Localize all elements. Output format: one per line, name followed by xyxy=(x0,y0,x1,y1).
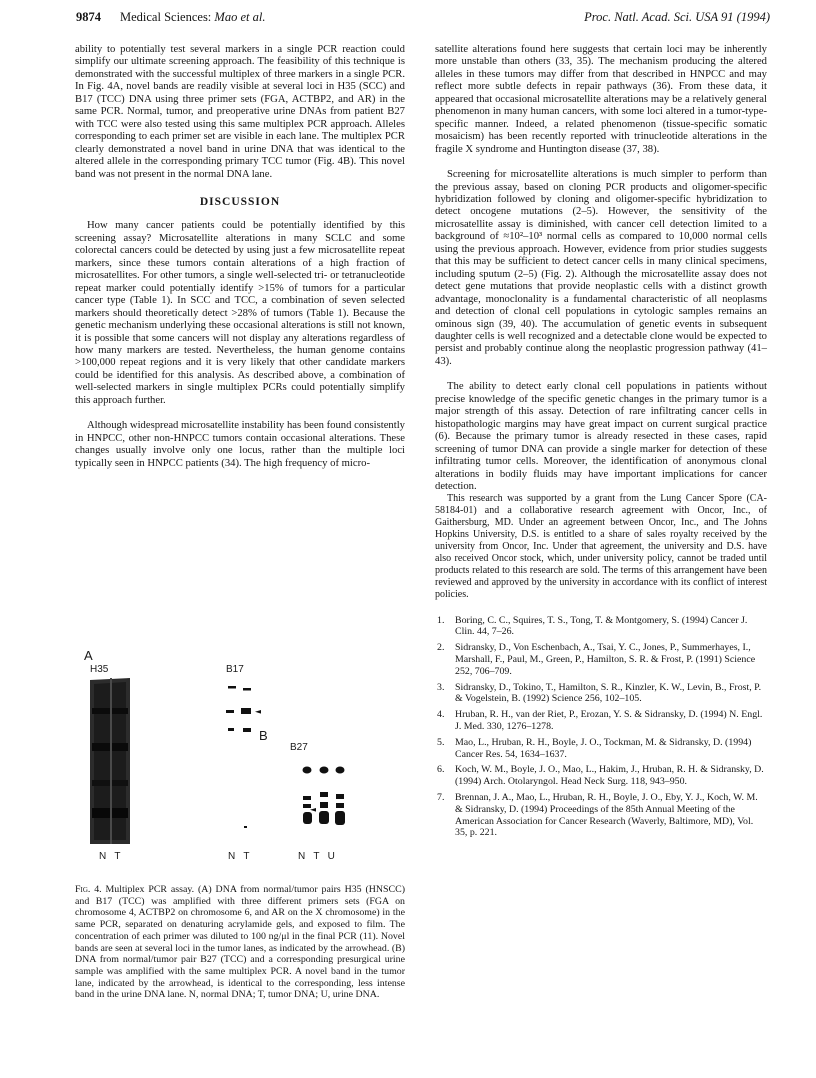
reference-item xyxy=(435,792,767,839)
running-head-left xyxy=(120,10,265,25)
running-authors: Mao et al. xyxy=(214,10,266,24)
reference-text: Koch, W. M., Boyle, J. O., Mao, L., Hakim, J., Hruban, R. H. & Sidransky, D. (1994) Arch. Otolaryngol. Head Neck Surg. 118, 943–950. xyxy=(455,764,764,788)
figure-caption xyxy=(75,884,405,1001)
body-paragraph: The ability to detect early clonal cell populations in patients without precise knowledge of the specific genetic changes in the primary tumor is a major strength of this assay. Detection of rare infiltrating cancer cells in histopathologic margins may have great impact on current surgical practice (6). Because the primary tumor is already resected in these cases, rapid screening of tumor DNA can provide a single marker for detection of these infiltrating tumor cells. Moreover, the identification of anonymous clonal alterations in bodily fluids may have important implications for cancer detection. xyxy=(435,381,767,492)
body-paragraph: How many cancer patients could be potentially identified by this screening assay? Microsatellite alterations in many SCLC and some colorectal cancers could be detected by using just a few microsatellite repeat markers, since these tumors contain alterations of a high fraction of microsatellites. For other tumors, a single well-selected tri- or tetranucleotide repeat marker could potentially identify >15% of tumors for a particular cancer type (Table 1). In SCC and TCC, a combination of seven selected markers should theoretically detect >28% of tumors (Table 1). Because the genetic mechanism underlying these occasional alterations is still not known, it is possible that some cancers will not display any alterations regardless of how many markers are tested. Nevertheless, the human genome contains >100,000 repeat regions and it is very likely that other candidate markers could be identified for this analysis. As described above, a combination of well-selected markers in single multiplex PCRs could potentially simplify this approach further. xyxy=(75,220,405,406)
section-name: Medical Sciences: xyxy=(120,10,212,24)
figure-caption-text: Multiplex PCR assay. (A) DNA from normal/tumor pairs H35 (HNSCC) and B17 (TCC) was amplified with three different primers sets (FGA on chromosome 4, ACTBP2 on chromosome 6, and AR on the X chromosome) in the same PCR, separated on denaturing acrylamide gels, and exposed to film. The concentration of each primer was diluted to 100 ng/μl in the final PCR (11). Novel bands are seen at several loci in the tumor lanes, as indicated by the arrowhead. (B) DNA from normal/tumor pair B27 (TCC) and a corresponding presurgical urine sample was amplified with the same multiplex PCR. A novel band in the tumor lane, indicated by the arrowhead, is identical to the corresponding, less intense band in the urine DNA lane. N, normal DNA; T, tumor DNA; U, urine DNA. xyxy=(75,884,405,1001)
reference-item xyxy=(435,709,767,733)
reference-item xyxy=(435,615,767,639)
body-paragraph: Screening for microsatellite alterations is much simpler to perform than the previous assay, based on cloning PCR products and oligomer-specific hybridization followed by cloning and oligomer-specific hybridization to detect oncogene mutations (2–5). However, the sensitivity of the microsatellite assay is diminished, with cancer cell detection limited to a background of ≈10²–10³ normal cells as compared to 10,000 normal cells using the previous approach. However, evidence from prior studies suggests that this may be sufficient to detect cancer cells in many clinical specimens, including sputum (2–5) (Fig. 2). Although the microsatellite assay does not detect gene mutations that provide neoplastic cells with a distinct growth advantage, monoclonality is a fundamental characteristic of all neoplasms and detection of clonal cell populations in cytologic samples remains an ominous sign (39, 40). The accumulation of genetic events in subsequent daughter cells is well recognized and a detectable clone would be expected to persist and probably continue along the neoplastic progression pathway (41–43). xyxy=(435,169,767,367)
reference-number: 2. xyxy=(437,642,445,654)
lane-labels-b17: N T xyxy=(228,851,250,862)
reference-number: 1. xyxy=(437,614,445,626)
left-column xyxy=(75,44,405,470)
sample-label-h35: H35 xyxy=(90,664,109,675)
section-heading-discussion: DISCUSSION xyxy=(199,195,281,208)
reference-number: 7. xyxy=(437,791,445,803)
sample-label-b17: B17 xyxy=(226,664,244,675)
gel-figure xyxy=(76,648,406,870)
panel-b-label: B xyxy=(259,728,268,743)
reference-text: Sidransky, D., Von Eschenbach, A., Tsai, Y. C., Jones, P., Summerhayes, I., Marshall, F., Paul, M., Green, P., Hamilton, S. R. & Frost, P. (1991) Science 252, 706–709. xyxy=(455,642,756,677)
reference-number: 5. xyxy=(437,736,445,748)
journal-citation: Proc. Natl. Acad. Sci. USA 91 (1994) xyxy=(584,10,770,24)
reference-number: 4. xyxy=(437,709,445,721)
right-column xyxy=(435,44,767,843)
body-paragraph: satellite alterations found here suggests that certain loci may be inherently more unstable than others (33, 35). The mechanism producing the altered alleles in these tumors may differ from that described in HNPCC and may reflect more subtle defects in repair pathways (36). From these data, it appeared that occasional microsatellite alterations may be a relatively general phenomenon in many human cancers, with some loci altered in a tumor-type-specific manner. Indeed, a related phenomenon (tissue-specific somatic mosaicism) has been recently reported with trinucleotide alterations in the fragile X syndrome and Huntington disease (37, 38). xyxy=(435,44,767,155)
page-number: 9874 xyxy=(76,10,101,24)
reference-text: Sidransky, D., Tokino, T., Hamilton, S. R., Kinzler, K. W., Levin, B., Frost, P. & Vogelstein, B. (1992) Science 256, 102–105. xyxy=(455,681,762,705)
acknowledgment: This research was supported by a grant from the Lung Cancer Spore (CA-58184-01) and a collaborative research agreement with Oncor, Inc., of Gaithersburg, MD. Under an agreement between Oncor, Inc., and The Johns Hopkins University, D.S. is entitled to a share of sales royalty received by the university from Oncor, Inc. Under that agreement, the university and D.S. have also received Oncor stock, which, under university policy, cannot be traded until products related to this research are sold. The terms of this arrangement have been reviewed and approved by the university in accordance with its conflict of interest policies. xyxy=(435,493,767,600)
lane-labels-h35: N T xyxy=(99,851,121,862)
reference-number: 3. xyxy=(437,681,445,693)
page-header xyxy=(76,10,770,28)
lane-labels-b27: N T U xyxy=(298,851,335,862)
panel-a-label: A xyxy=(84,648,93,663)
sample-label-b27: B27 xyxy=(290,742,308,753)
reference-text: Brennan, J. A., Mao, L., Hruban, R. H., Boyle, J. O., Eby, Y. J., Koch, W. M. & Sidransky, D. (1994) Proceedings of the 85th Annual Meeting of the American Association for Cancer Research (Waverly, Baltimore, MD), Vol. 35, p. 221. xyxy=(455,791,758,839)
gel-lanes-h35 xyxy=(90,678,130,844)
reference-item xyxy=(435,737,767,761)
reference-text: Mao, L., Hruban, R. H., Boyle, J. O., Tockman, M. & Sidransky, D. (1994) Cancer Res. 54, 1634–1637. xyxy=(455,736,752,760)
body-paragraph: ability to potentially test several markers in a single PCR reaction could simplify our ultimate screening approach. The feasibility of this technique is demonstrated with the successful multiplex of three markers in a single PCR. In Fig. 4A, novel bands are readily visible at several loci in H35 (SCC) and B17 (TCC) DNA using three primer sets (FGA, ACTBP2, and AR) in the same PCR. Normal, tumor, and preoperative urine DNAs from patient B27 with TCC were also tested using this same multiplex PCR approach. Alleles corresponding to each primer set are visible in each lane. The multiplex PCR clearly demonstrated a novel band in urine DNA that was identical to the altered allele in the corresponding primary TCC tumor (Fig. 4B). This novel band was not present in the normal DNA lane. xyxy=(75,44,405,180)
reference-item xyxy=(435,642,767,677)
reference-number: 6. xyxy=(437,764,445,776)
reference-item xyxy=(435,682,767,706)
reference-text: Hruban, R. H., van der Riet, P., Erozan, Y. S. & Sidransky, D. (1994) N. Engl. J. Med. 330, 1276–1278. xyxy=(455,709,763,732)
reference-list xyxy=(435,615,767,840)
reference-text: Boring, C. C., Squires, T. S., Tong, T. & Montgomery, S. (1994) Cancer J. Clin. 44, 7–26. xyxy=(455,614,748,638)
reference-item xyxy=(435,764,767,788)
figure-caption-label: Fig. 4. xyxy=(75,884,102,895)
body-paragraph: Although widespread microsatellite instability has been found consistently in HNPCC, other non-HNPCC tumors contain occasional alterations. These changes usually involve only one locus, rather than the multiple loci typically seen in HNPCC patients (34). The high frequency of micro- xyxy=(75,420,405,469)
